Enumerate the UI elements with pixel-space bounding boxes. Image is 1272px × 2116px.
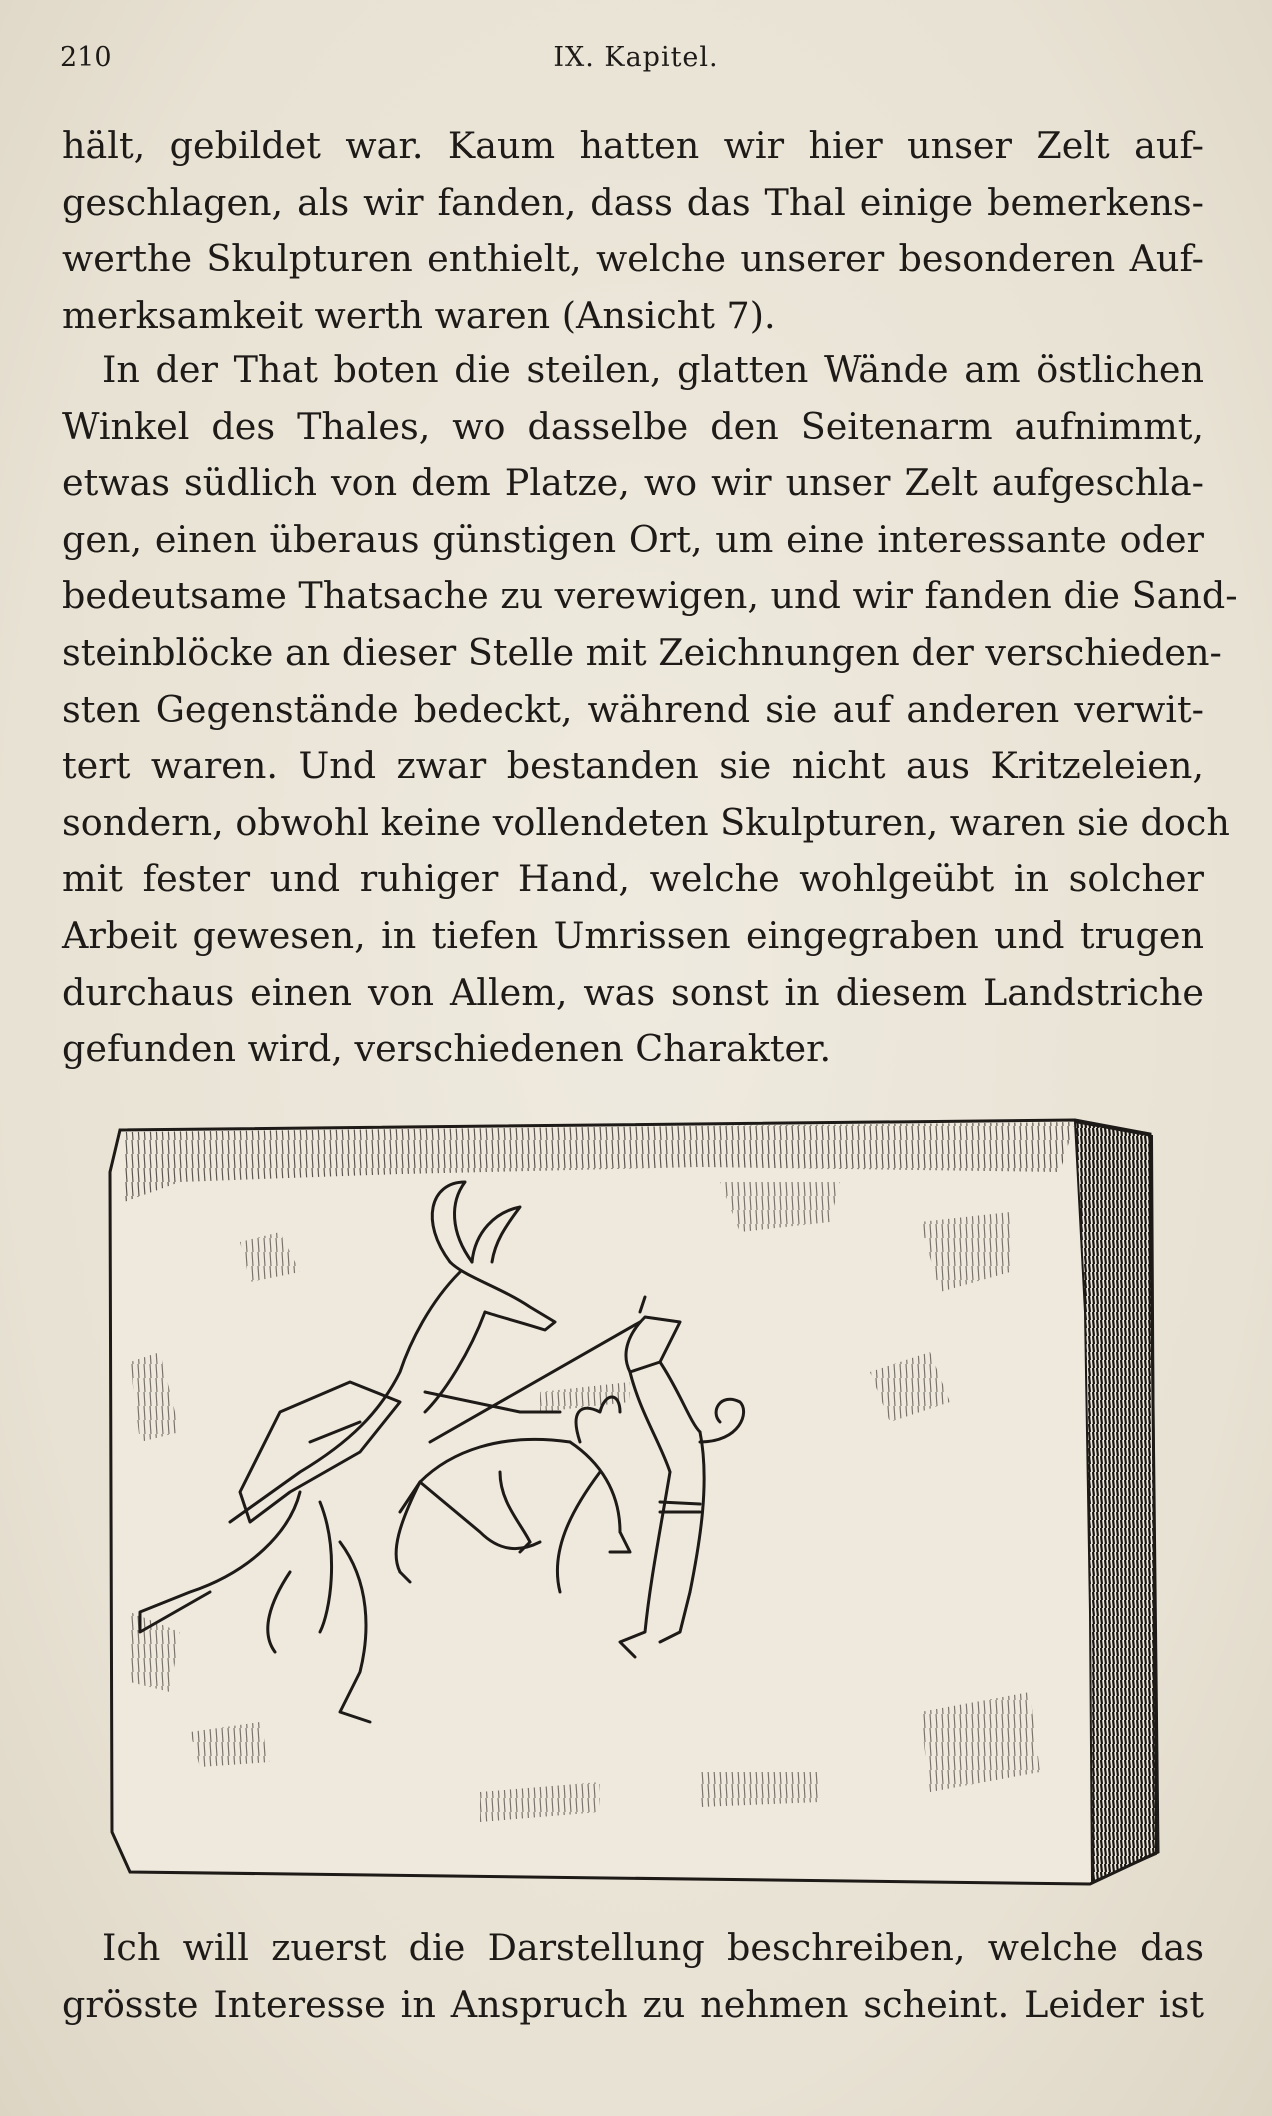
running-header — [60, 42, 1212, 82]
paragraph-2 — [62, 342, 1238, 1078]
text-line: mit fester und ruhiger Hand, welche wohlgeübt in solcher — [62, 857, 1204, 901]
paragraph-1 — [62, 118, 1204, 344]
text-line: steinblöcke an dieser Stelle mit Zeichnungen der verschieden- — [62, 630, 1222, 674]
text-line: sten Gegenstände bedeckt, während sie auf anderen verwit- — [62, 687, 1204, 731]
text-line: werthe Skulpturen enthielt, welche unserer besonderen Auf- — [62, 237, 1204, 281]
text-line: Arbeit gewesen, in tiefen Umrissen eingegraben und trugen — [62, 913, 1204, 957]
text-line: gefunden wird, verschiedenen Charakter. — [62, 1027, 832, 1071]
text-line: etwas südlich von dem Platze, wo wir unser Zelt aufgeschla- — [62, 461, 1204, 505]
page-number: 210 — [60, 42, 112, 73]
text-line: bedeutsame Thatsache zu verewigen, und wir fanden die Sand- — [62, 574, 1238, 618]
text-line: Winkel des Thales, wo dasselbe den Seitenarm aufnimmt, — [62, 404, 1204, 448]
text-line: gen, einen überaus günstigen Ort, um eine interessante oder — [62, 517, 1204, 561]
text-line: grösste Interesse in Anspruch zu nehmen scheint. Leider ist — [62, 1982, 1204, 2026]
text-line: geschlagen, als wir fanden, dass das Thal einige bemerkens- — [62, 180, 1204, 224]
rock-engraving-illustration — [100, 1112, 1162, 1890]
text-line: tert waren. Und zwar bestanden sie nicht aus Kritzeleien, — [62, 744, 1204, 788]
text-line: durchaus einen von Allem, was sonst in diesem Landstriche — [62, 970, 1204, 1014]
text-line: hält, gebildet war. Kaum hatten wir hier unser Zelt auf- — [62, 124, 1204, 167]
text-line: In der That boten die steilen, glatten Wände am östlichen — [102, 348, 1204, 391]
paragraph-3 — [62, 1920, 1204, 2033]
text-line: Ich will zuerst die Darstellung beschreiben, welche das — [102, 1926, 1204, 1969]
text-line: merksamkeit werth waren (Ansicht 7). — [62, 293, 776, 337]
text-line: sondern, obwohl keine vollendeten Skulpturen, waren sie doch — [62, 800, 1230, 844]
chapter-title: IX. Kapitel. — [553, 42, 719, 73]
